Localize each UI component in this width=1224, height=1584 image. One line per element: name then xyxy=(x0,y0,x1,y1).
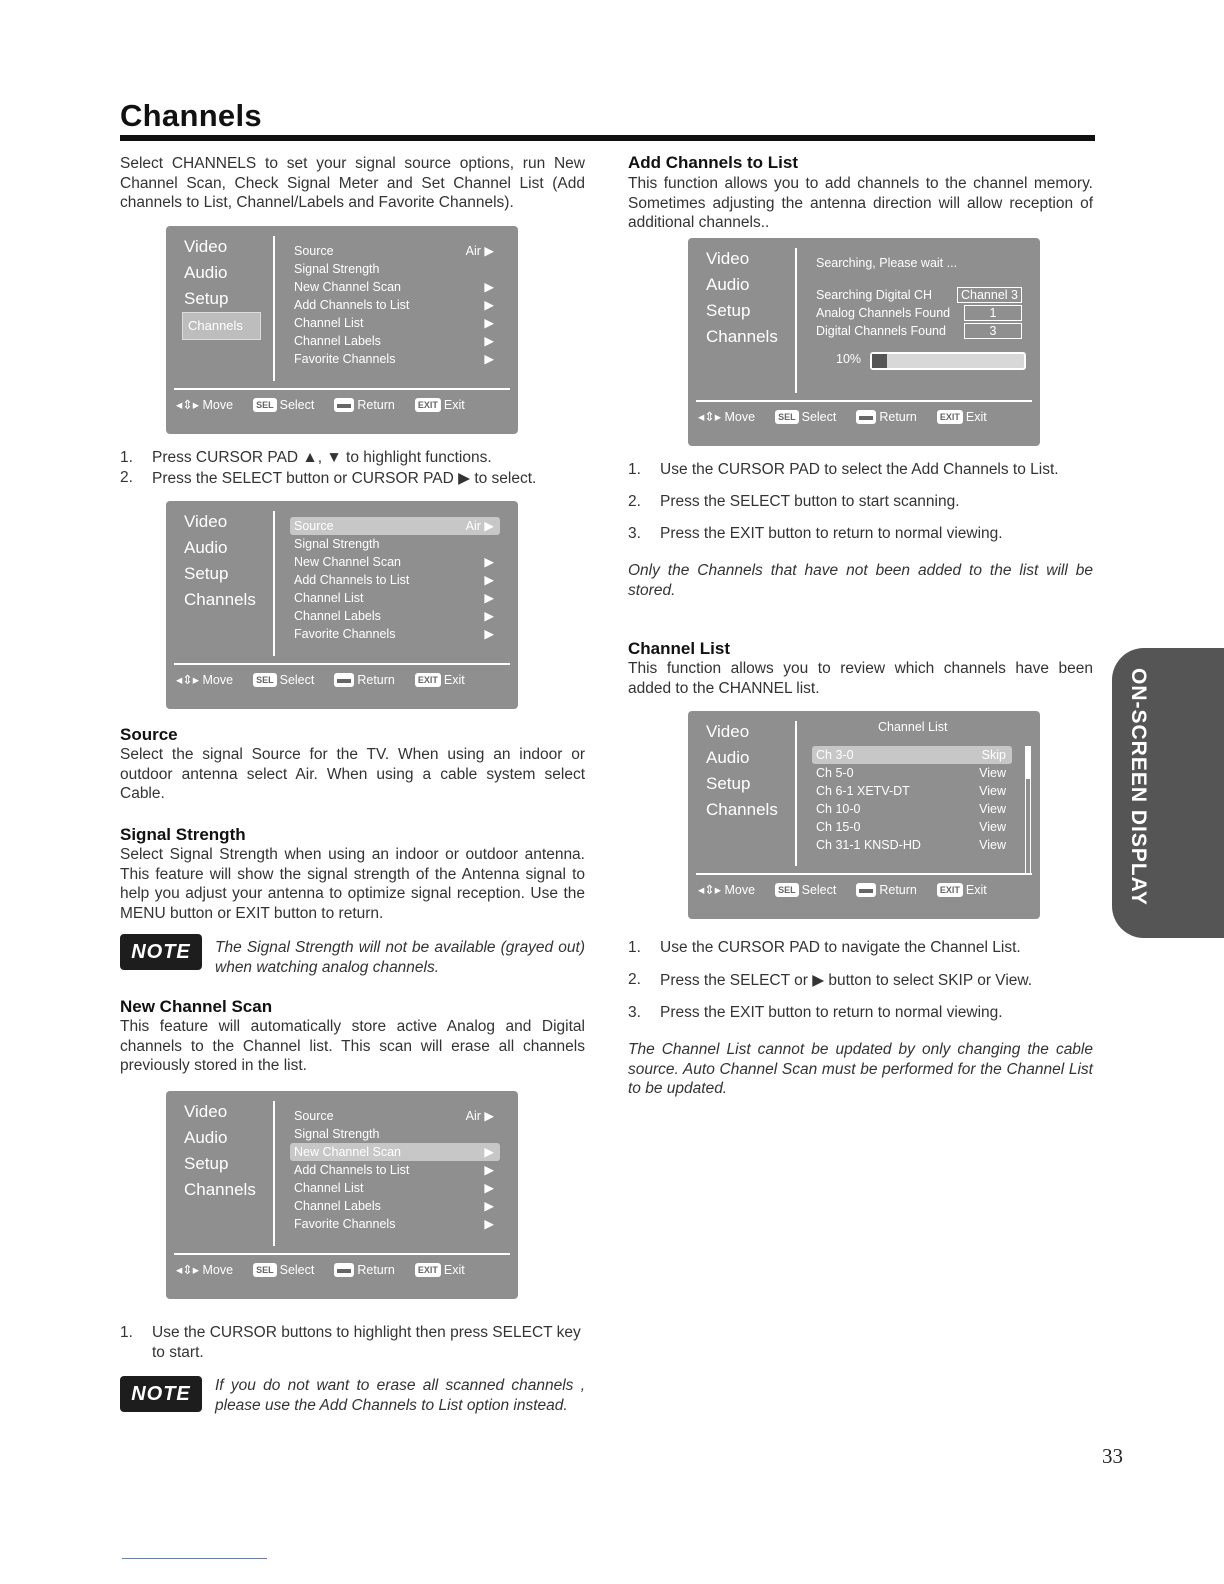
tv-divider xyxy=(795,721,797,866)
channel-row-selected xyxy=(812,746,1012,764)
move-icon: ◂⇕▸ xyxy=(698,883,722,897)
search-status: Searching, Please wait ... xyxy=(816,256,958,270)
tv-menu-label: New Channel Scan xyxy=(294,555,402,569)
tv-menu-label: Favorite Channels xyxy=(294,1217,396,1231)
list-item xyxy=(120,469,590,488)
steps-add-channels xyxy=(628,461,1093,543)
section-side-tab xyxy=(1112,648,1224,938)
tv-left-item: Setup xyxy=(706,301,751,320)
tv-left-item: Audio xyxy=(706,275,750,294)
list-item xyxy=(628,939,1093,957)
tv-left-item: Video xyxy=(706,722,750,741)
footer-return: Return xyxy=(357,397,395,412)
tv-footer xyxy=(176,397,508,412)
tv-menu-label: Channel Labels xyxy=(294,334,381,348)
sel-key-icon: SEL xyxy=(775,883,799,897)
step-number: 1. xyxy=(120,449,133,466)
return-key-icon xyxy=(856,883,876,897)
footer-move: Move xyxy=(724,409,756,424)
step-text: Press the SELECT button or CURSOR PAD ▶ to select. xyxy=(152,470,537,487)
list-item xyxy=(628,971,1093,990)
tv-menu-row xyxy=(290,1179,500,1197)
tv-menu-label: Source xyxy=(294,1109,334,1123)
sel-key-icon: SEL xyxy=(253,1263,277,1277)
search-panel xyxy=(816,286,1022,340)
move-icon: ◂⇕▸ xyxy=(698,410,722,424)
footer-return: Return xyxy=(879,882,917,897)
tv-divider xyxy=(273,1101,275,1246)
channel-name: Ch 15-0 xyxy=(816,820,861,834)
return-key-icon xyxy=(856,410,876,424)
return-key-icon xyxy=(334,1263,354,1277)
search-label: Analog Channels Found xyxy=(816,306,951,320)
sel-key-icon: SEL xyxy=(253,398,277,412)
footer-select: Select xyxy=(279,672,315,687)
tv-left-item: Setup xyxy=(184,289,229,308)
channel-row xyxy=(812,818,1012,836)
step-text: Press the SELECT button to start scanning. xyxy=(660,493,960,510)
tv-left-item: Channels xyxy=(184,590,256,609)
tv-footer xyxy=(698,882,1030,897)
tv-menu-row xyxy=(290,1215,500,1233)
tv-menu-value: Air ▶ xyxy=(465,244,494,258)
footer-move: Move xyxy=(202,397,234,412)
tv-left-item: Setup xyxy=(184,1154,229,1173)
progress-text: 10% xyxy=(836,352,862,366)
new-channel-scan-heading: New Channel Scan xyxy=(120,997,273,1016)
tv-left-item: Audio xyxy=(184,538,228,557)
tv-menu-row xyxy=(290,589,500,607)
intro-paragraph: Select CHANNELS to set your signal source options, run New Channel Scan, Check Signal Meter and Set Channel List (Add channels to List, Channel/Labels and Favorite Channels). xyxy=(120,155,585,211)
source-heading: Source xyxy=(120,725,178,744)
channel-action: View xyxy=(979,802,1006,816)
footer-select: Select xyxy=(279,397,315,412)
channel-name: Ch 3-0 xyxy=(816,748,854,762)
scrollbar-thumb xyxy=(1026,747,1030,779)
tv-menu-value: ▶ xyxy=(484,1217,494,1231)
search-label: Searching Digital CH xyxy=(816,288,933,302)
steps-scan xyxy=(120,1323,590,1363)
channel-list-heading: Channel List xyxy=(628,639,731,658)
step-text: Press the EXIT button to return to normal viewing. xyxy=(660,525,1003,542)
tv-menu-label: Signal Strength xyxy=(294,537,380,551)
channel-name: Ch 10-0 xyxy=(816,802,861,816)
tv-menu-row xyxy=(290,571,500,589)
search-value: Channel 3 xyxy=(957,287,1022,303)
step-number: 2. xyxy=(628,971,641,988)
exit-key-icon: EXIT xyxy=(415,1263,441,1277)
add-channels-text: This function allows you to add channels to the channel memory. Sometimes adjusting the antenna direction will allow reception of additional channels.. xyxy=(628,175,1093,231)
tv-menu-row xyxy=(290,260,500,278)
source-text: Select the signal Source for the TV. When using an indoor or outdoor antenna select Air. When using a cable system select Cable. xyxy=(120,746,585,802)
tv-channel-list-screen xyxy=(688,711,1040,919)
sel-key-icon: SEL xyxy=(253,673,277,687)
tv-menu-label: Add Channels to List xyxy=(294,298,410,312)
tv-menu-label: Channel List xyxy=(294,316,364,330)
tv-left-item: Audio xyxy=(184,263,228,282)
tv-left-item: Audio xyxy=(184,1128,228,1147)
channel-row xyxy=(812,836,1012,854)
tv-menu-row xyxy=(290,1125,500,1143)
step-text: Press CURSOR PAD ▲, ▼ to highlight functions. xyxy=(152,449,492,466)
footer-return: Return xyxy=(879,409,917,424)
tv-menu-label: Channel Labels xyxy=(294,609,381,623)
tv-menu-value: ▶ xyxy=(484,1145,494,1159)
channel-action: Skip xyxy=(981,748,1006,762)
add-channels-note: Only the Channels that have not been added to the list will be stored. xyxy=(628,562,1093,599)
tv-menu-row xyxy=(290,1107,500,1125)
progress-bar xyxy=(870,352,1026,370)
tv-divider xyxy=(273,236,275,381)
footer-exit: Exit xyxy=(443,672,465,687)
step-text: Use the CURSOR PAD to select the Add Channels to List. xyxy=(660,461,1059,478)
tv-menu-label: Signal Strength xyxy=(294,262,380,276)
page-title: Channels xyxy=(120,98,262,133)
footer-rule xyxy=(122,1558,267,1559)
signal-strength-text: Select Signal Strength when using an indoor or outdoor antenna. This feature will show the signal strength of the Antenna signal to help you adjust your antenna to optimize signal reception. Use the MENU button or EXIT button to return. xyxy=(120,846,585,922)
tv-left-item: Video xyxy=(184,1102,228,1121)
footer-move: Move xyxy=(202,1262,234,1277)
step-text: Press the SELECT or ▶ button to select SKIP or View. xyxy=(660,972,1033,989)
tv-divider xyxy=(174,1253,510,1255)
tv-divider xyxy=(696,873,1032,875)
channel-row xyxy=(812,764,1012,782)
channel-list-title: Channel List xyxy=(878,720,948,734)
page-number: 33 xyxy=(1102,1444,1123,1468)
tv-footer xyxy=(176,1262,508,1277)
footer-exit: Exit xyxy=(443,397,465,412)
list-item xyxy=(120,449,590,467)
footer-exit: Exit xyxy=(965,882,987,897)
tv-left-item: Setup xyxy=(706,774,751,793)
tv-footer xyxy=(176,672,508,687)
search-label: Digital Channels Found xyxy=(816,324,946,338)
tv-menu-label: Signal Strength xyxy=(294,1127,380,1141)
tv-menu-label: New Channel Scan xyxy=(294,280,402,294)
note-text: The Signal Strength will not be available (grayed out) when watching analog channels. xyxy=(215,939,585,976)
exit-key-icon: EXIT xyxy=(937,883,963,897)
tv-divider xyxy=(795,248,797,393)
tv-menu-row xyxy=(290,1161,500,1179)
step-number: 2. xyxy=(120,469,133,486)
move-icon: ◂⇕▸ xyxy=(176,1263,200,1277)
note-badge: NOTE xyxy=(120,1376,202,1412)
side-tab-label: ON-SCREEN DISPLAY xyxy=(1127,668,1150,906)
tv-menu-label: Channel List xyxy=(294,591,364,605)
tv-menu-label: Add Channels to List xyxy=(294,1163,410,1177)
step-number: 1. xyxy=(628,461,641,478)
title-rule xyxy=(120,135,1095,141)
tv-left-item-selected: Channels xyxy=(182,312,261,340)
channel-action: View xyxy=(979,820,1006,834)
step-text: Use the CURSOR PAD to navigate the Channel List. xyxy=(660,939,1021,956)
tv-menu-row xyxy=(290,314,500,332)
tv-menu-label: Source xyxy=(294,519,334,533)
tv-menu-row-selected xyxy=(290,1143,500,1161)
channel-action: View xyxy=(979,784,1006,798)
exit-key-icon: EXIT xyxy=(415,673,441,687)
tv-menu-value: ▶ xyxy=(484,627,494,641)
channel-list-note: The Channel List cannot be updated by only changing the cable source. Auto Channel Scan must be performed for the Channel List to be updated. xyxy=(628,1041,1093,1097)
channel-action: View xyxy=(979,838,1006,852)
footer-move: Move xyxy=(724,882,756,897)
note-badge: NOTE xyxy=(120,934,202,970)
tv-menu-value: ▶ xyxy=(484,298,494,312)
list-item xyxy=(120,1323,590,1363)
list-item xyxy=(628,461,1093,479)
tv-menu-row-selected xyxy=(290,517,500,535)
tv-footer xyxy=(698,409,1030,424)
sel-key-icon: SEL xyxy=(775,410,799,424)
tv-menu-label: Channel Labels xyxy=(294,1199,381,1213)
move-icon: ◂⇕▸ xyxy=(176,673,200,687)
tv-menu-row xyxy=(290,535,500,553)
progress-fill xyxy=(872,354,887,368)
tv-menu-screen-3 xyxy=(166,1091,518,1299)
scrollbar xyxy=(1025,746,1031,874)
tv-menu-value: Air ▶ xyxy=(465,1109,494,1123)
tv-menu-label: Favorite Channels xyxy=(294,352,396,366)
search-value: 3 xyxy=(964,323,1022,339)
footer-select: Select xyxy=(279,1262,315,1277)
exit-key-icon: EXIT xyxy=(937,410,963,424)
tv-menu-row xyxy=(290,242,500,260)
note-text: If you do not want to erase all scanned channels , please use the Add Channels to List option instead. xyxy=(215,1377,585,1414)
tv-menu-value: ▶ xyxy=(484,280,494,294)
tv-menu-screen-1 xyxy=(166,226,518,434)
steps-main xyxy=(120,449,590,488)
list-item xyxy=(628,493,1093,511)
tv-menu-value: ▶ xyxy=(484,352,494,366)
channel-row xyxy=(812,800,1012,818)
return-key-icon xyxy=(334,673,354,687)
tv-divider xyxy=(174,663,510,665)
tv-menu-value: ▶ xyxy=(484,609,494,623)
move-icon: ◂⇕▸ xyxy=(176,398,200,412)
step-number: 1. xyxy=(628,939,641,956)
tv-menu-row xyxy=(290,296,500,314)
tv-menu-value: ▶ xyxy=(484,334,494,348)
tv-left-item: Setup xyxy=(184,564,229,583)
channel-action: View xyxy=(979,766,1006,780)
tv-menu-row xyxy=(290,350,500,368)
step-number: 1. xyxy=(120,1324,133,1341)
step-number: 3. xyxy=(628,1004,641,1021)
tv-menu-value: ▶ xyxy=(484,555,494,569)
footer-move: Move xyxy=(202,672,234,687)
tv-menu-value: ▶ xyxy=(484,1181,494,1195)
footer-select: Select xyxy=(801,882,837,897)
tv-menu-screen-2 xyxy=(166,501,518,709)
tv-menu-label: Channel List xyxy=(294,1181,364,1195)
channel-name: Ch 6-1 XETV-DT xyxy=(816,784,910,798)
footer-return: Return xyxy=(357,1262,395,1277)
tv-menu-label: New Channel Scan xyxy=(294,1145,402,1159)
tv-menu-value: Air ▶ xyxy=(465,519,494,533)
list-item xyxy=(628,1004,1093,1022)
tv-search-screen xyxy=(688,238,1040,446)
tv-divider xyxy=(696,400,1032,402)
tv-menu-value: ▶ xyxy=(484,591,494,605)
channel-name: Ch 5-0 xyxy=(816,766,854,780)
tv-menu-label: Add Channels to List xyxy=(294,573,410,587)
step-text: Use the CURSOR buttons to highlight then press SELECT key to start. xyxy=(152,1324,581,1361)
signal-strength-heading: Signal Strength xyxy=(120,825,246,844)
tv-menu-value: ▶ xyxy=(484,316,494,330)
search-value: 1 xyxy=(964,305,1022,321)
tv-left-item: Video xyxy=(184,512,228,531)
tv-menu-label: Source xyxy=(294,244,334,258)
tv-menu-value: ▶ xyxy=(484,573,494,587)
footer-exit: Exit xyxy=(965,409,987,424)
tv-left-item: Channels xyxy=(706,327,778,346)
footer-return: Return xyxy=(357,672,395,687)
tv-left-item: Channels xyxy=(706,800,778,819)
tv-menu-row xyxy=(290,607,500,625)
tv-menu-row xyxy=(290,278,500,296)
step-text: Press the EXIT button to return to normal viewing. xyxy=(660,1004,1003,1021)
new-channel-scan-text: This feature will automatically store active Analog and Digital channels to the Channel list. This scan will erase all channels previously stored in the list. xyxy=(120,1018,585,1074)
tv-left-item: Video xyxy=(184,237,228,256)
step-number: 2. xyxy=(628,493,641,510)
footer-exit: Exit xyxy=(443,1262,465,1277)
tv-divider xyxy=(273,511,275,656)
tv-menu-row xyxy=(290,553,500,571)
tv-menu-row xyxy=(290,625,500,643)
tv-menu-row xyxy=(290,332,500,350)
tv-divider xyxy=(174,388,510,390)
tv-menu-value: ▶ xyxy=(484,1199,494,1213)
channel-row xyxy=(812,782,1012,800)
channel-name: Ch 31-1 KNSD-HD xyxy=(816,838,921,852)
footer-select: Select xyxy=(801,409,837,424)
channel-list-text: This function allows you to review which channels have been added to the CHANNEL list. xyxy=(628,660,1093,697)
step-number: 3. xyxy=(628,525,641,542)
tv-menu-row xyxy=(290,1197,500,1215)
tv-menu-value: ▶ xyxy=(484,1163,494,1177)
add-channels-heading: Add Channels to List xyxy=(628,153,798,172)
tv-left-item: Channels xyxy=(184,1180,256,1199)
tv-left-item: Video xyxy=(706,249,750,268)
steps-channel-list xyxy=(628,939,1093,1022)
tv-left-item: Audio xyxy=(706,748,750,767)
exit-key-icon: EXIT xyxy=(415,398,441,412)
tv-menu-label: Favorite Channels xyxy=(294,627,396,641)
list-item xyxy=(628,525,1093,543)
return-key-icon xyxy=(334,398,354,412)
